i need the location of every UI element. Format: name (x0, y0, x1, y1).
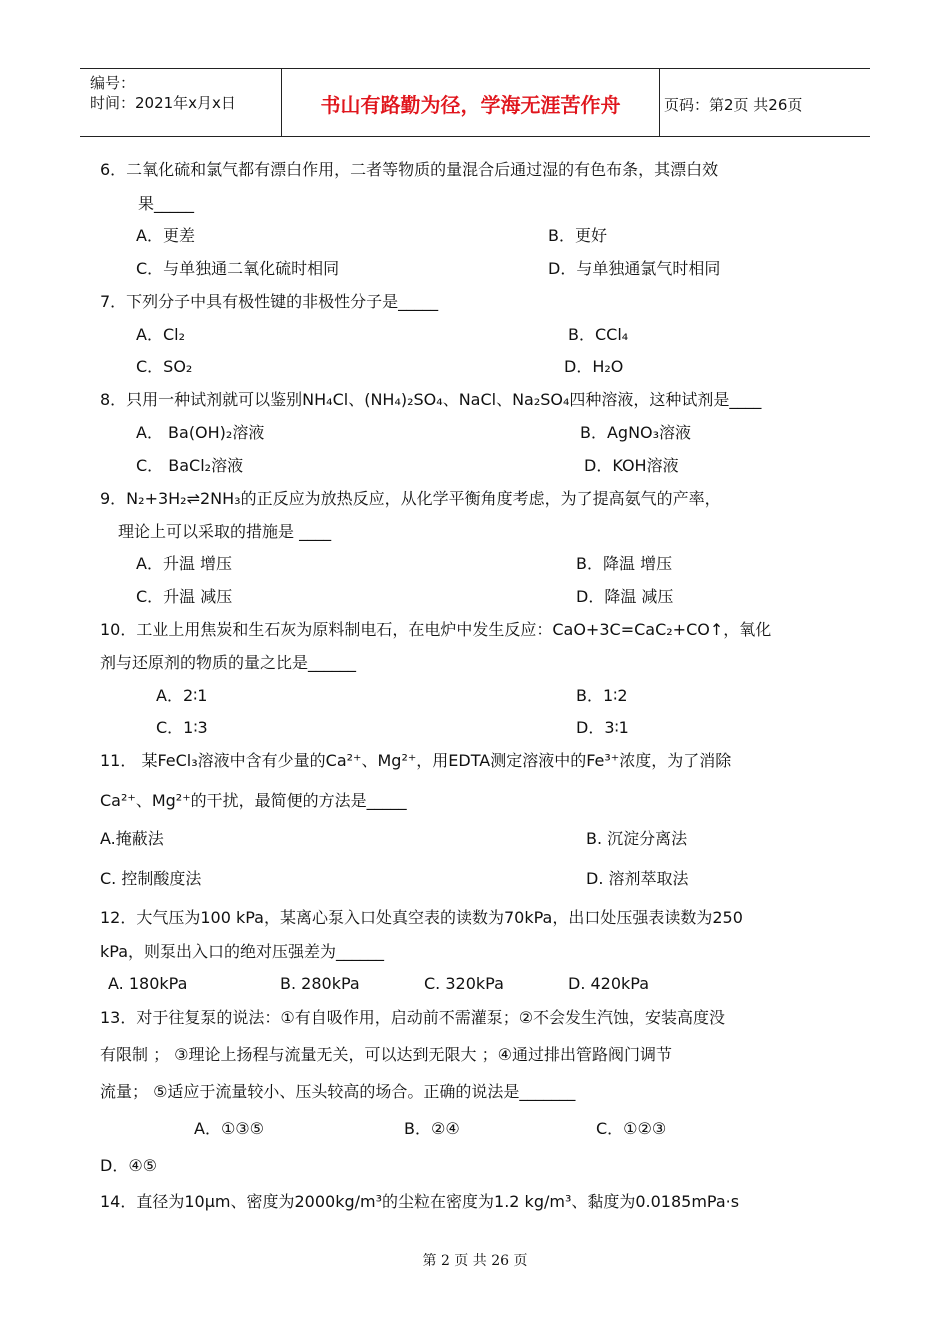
q10-option-a: A．2∶1 (156, 686, 208, 705)
q7-option-b: B．CCl₄ (568, 325, 629, 344)
q11-stem: 11． 某FeCl₃溶液中含有少量的Ca²⁺、Mg²⁺，用EDTA测定溶液中的Fe³⁺浓度，为了消除 (100, 751, 732, 770)
q12-option-c: C. 320kPa (424, 974, 504, 993)
q13-option-b: B．②④ (404, 1119, 460, 1138)
q11-stem-cont: Ca²⁺、Mg²⁺的干扰，最简便的方法是_____ (100, 791, 407, 810)
q6-option-c: C．与单独通二氧化硫时相同 (136, 259, 340, 278)
q11-option-b: B. 沉淀分离法 (586, 829, 688, 848)
q8-option-c: C． BaCl₂溶液 (136, 456, 244, 475)
page-indicator: 页码：第2页 共26页 (664, 96, 803, 114)
q13-stem: 13．对于往复泵的说法：①有自吸作用，启动前不需灌泵；②不会发生汽蚀，安装高度没 (100, 1008, 726, 1027)
q9-option-b: B．降温 增压 (576, 554, 673, 573)
header-info-cell (80, 69, 280, 136)
q10-option-d: D．3∶1 (576, 718, 629, 737)
q7-option-d: D．H₂O (564, 357, 624, 376)
q8-option-a: A． Ba(OH)₂溶液 (136, 423, 265, 442)
q13-option-a: A．①③⑤ (194, 1119, 264, 1138)
q9-stem: 9．N₂+3H₂⇌2NH₃的正反应为放热反应，从化学平衡角度考虑，为了提高氨气的产率， (100, 489, 721, 508)
header-page-cell (660, 69, 870, 136)
page-footer: 第 2 页 共 26 页 (422, 1253, 528, 1269)
q9-option-a: A．升温 增压 (136, 554, 233, 573)
q6-option-d: D．与单独通氯气时相同 (548, 259, 721, 278)
q14-stem: 14．直径为10μm、密度为2000kg/m³的尘粒在密度为1.2 kg/m³、黏度为0.0185mPa·s (100, 1192, 740, 1211)
q12-stem-cont: kPa，则泵出入口的绝对压强差为______ (100, 942, 385, 961)
q10-stem-cont: 剂与还原剂的物质的量之比是______ (100, 653, 357, 672)
q7-option-a: A．Cl₂ (136, 325, 185, 344)
q7-option-c: C．SO₂ (136, 357, 193, 376)
q8-option-b: B．AgNO₃溶液 (580, 423, 692, 442)
header-motto-cell (281, 69, 660, 136)
q6-stem-cont: 果_____ (138, 194, 195, 213)
q11-option-a: A.掩蔽法 (100, 829, 164, 848)
q9-stem-cont: 理论上可以采取的措施是 ____ (118, 522, 332, 541)
q6-option-a: A．更差 (136, 226, 195, 245)
q13-option-d: D．④⑤ (100, 1156, 158, 1175)
q11-option-d: D. 溶剂萃取法 (586, 869, 689, 888)
q8-option-d: D．KOH溶液 (584, 456, 679, 475)
document-header (80, 68, 870, 137)
q13-stem-cont2: 流量； ⑤适应于流量较小、压头较高的场合。正确的说法是_______ (100, 1082, 576, 1101)
q13-stem-cont1: 有限制 ； ③理论上扬程与流量无关，可以达到无限大 ；④通过排出管路阀门调节 (100, 1045, 672, 1064)
q9-option-c: C．升温 减压 (136, 587, 233, 606)
q6-option-b: B．更好 (548, 226, 607, 245)
time-label: 时间：2021年x月x日 (90, 94, 236, 112)
q9-option-d: D．降温 减压 (576, 587, 674, 606)
q11-option-c: C. 控制酸度法 (100, 869, 202, 888)
q13-option-c: C．①②③ (596, 1119, 667, 1138)
q12-option-d: D. 420kPa (568, 974, 650, 993)
q6-stem: 6．二氧化硫和氯气都有漂白作用，二者等物质的量混合后通过湿的有色布条，其漂白效 (100, 160, 719, 179)
q12-option-b: B. 280kPa (280, 974, 360, 993)
q12-stem: 12．大气压为100 kPa，某离心泵入口处真空表的读数为70kPa，出口处压强表读数为250 (100, 908, 743, 927)
q12-option-a: A. 180kPa (108, 974, 188, 993)
serial-number-label: 编号： (90, 74, 136, 92)
q10-option-b: B．1∶2 (576, 686, 628, 705)
q10-option-c: C．1∶3 (156, 718, 208, 737)
q7-stem: 7．下列分子中具有极性键的非极性分子是_____ (100, 292, 439, 311)
q10-stem: 10．工业上用焦炭和生石灰为原料制电石，在电炉中发生反应：CaO+3C=CaC₂+CO↑，氧化 (100, 620, 772, 639)
motto-text: 书山有路勤为径，学海无涯苦作舟 (320, 93, 621, 117)
q8-stem: 8．只用一种试剂就可以鉴别NH₄Cl、(NH₄)₂SO₄、NaCl、Na₂SO₄四种溶液，这种试剂是____ (100, 390, 762, 409)
